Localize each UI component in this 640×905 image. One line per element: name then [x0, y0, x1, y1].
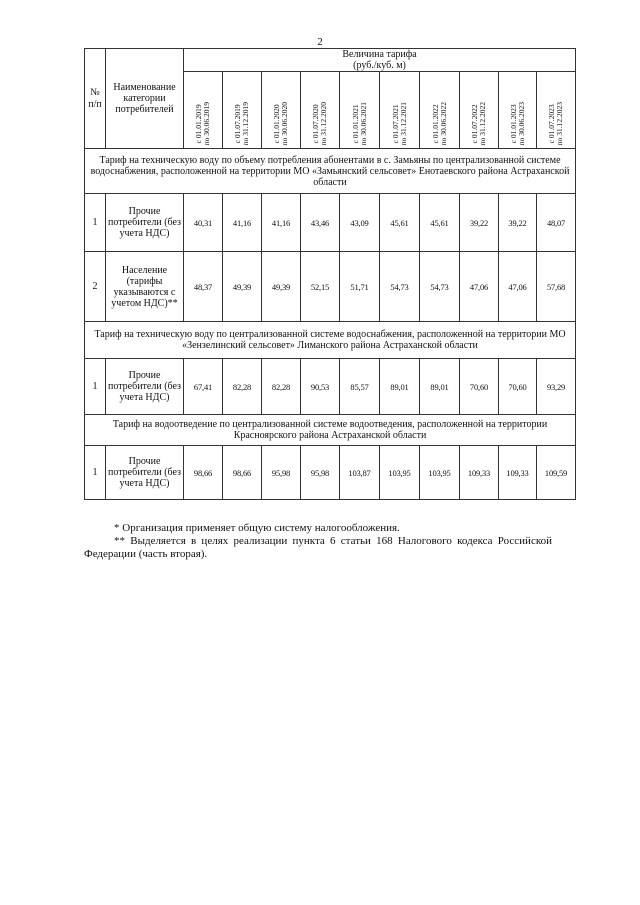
tariff-value: 49,39: [262, 252, 301, 322]
header-category: Наименование категории потребителей: [106, 49, 184, 149]
row-number: 2: [85, 252, 106, 322]
row-category: Прочие потребители (без учета НДС): [106, 446, 184, 500]
section-title: Тариф на техническую воду по централизованной системе водоснабжения, расположенной на территории МО «Зензелинский сельсовет» Лиманского района Астраханской области: [85, 322, 576, 359]
period-header: с 01.07.2019 по 31.12.2019: [223, 72, 262, 149]
tariff-table: [84, 48, 576, 500]
section-title: Тариф на водоотведение по централизованной системе водоотведения, расположенной на территории Красноярского района Астраханской области: [85, 415, 576, 446]
header-number: № п/п: [85, 49, 106, 149]
tariff-value: 57,68: [537, 252, 576, 322]
tariff-value: 89,01: [380, 359, 420, 415]
tariff-value: 45,61: [380, 194, 420, 252]
header-tariff: Величина тарифа (руб./куб. м): [184, 49, 576, 72]
tariff-value: 41,16: [262, 194, 301, 252]
period-header: с 01.07.2022 по 31.12.2022: [460, 72, 499, 149]
tariff-value: 41,16: [223, 194, 262, 252]
tariff-value: 43,46: [301, 194, 340, 252]
tariff-value: 48,37: [184, 252, 223, 322]
footnote-vat: ** Выделяется в целях реализации пункта 6 статьи 168 Налогового кодекса Российской Федерации (часть вторая).: [84, 535, 552, 560]
tariff-value: 103,95: [380, 446, 420, 500]
tariff-value: 103,87: [340, 446, 380, 500]
footnotes: [84, 522, 552, 561]
tariff-value: 103,95: [420, 446, 460, 500]
period-header: с 01.07.2020 по 31.12.2020: [301, 72, 340, 149]
tariff-value: 54,73: [420, 252, 460, 322]
row-category: Население (тарифы указываются с учетом НДС)**: [106, 252, 184, 322]
tariff-value: 47,06: [460, 252, 499, 322]
period-header: с 01.01.2023 по 30.06.2023: [499, 72, 537, 149]
tariff-value: 90,53: [301, 359, 340, 415]
tariff-value: 95,98: [262, 446, 301, 500]
tariff-value: 109,33: [499, 446, 537, 500]
section-title: Тариф на техническую воду по объему потребления абонентами в с. Замьяны по централизованной системе водоснабжения, расположенной на территории МО «Замьянский сельсовет» Енотаевского района Астраханской области: [85, 149, 576, 194]
tariff-value: 48,07: [537, 194, 576, 252]
tariff-value: 109,59: [537, 446, 576, 500]
tariff-value: 39,22: [499, 194, 537, 252]
footnote-tax-system: * Организация применяет общую систему налогообложения.: [114, 522, 400, 534]
table-row: [85, 446, 576, 500]
tariff-value: 54,73: [380, 252, 420, 322]
tariff-value: 85,57: [340, 359, 380, 415]
tariff-value: 43,09: [340, 194, 380, 252]
page-number: 2: [317, 36, 323, 48]
period-header: с 01.01.2021 по 30.06.2021: [340, 72, 380, 149]
row-category: Прочие потребители (без учета НДС): [106, 359, 184, 415]
row-number: 1: [85, 359, 106, 415]
period-header: с 01.01.2020 по 30.06.2020: [262, 72, 301, 149]
tariff-value: 70,60: [499, 359, 537, 415]
tariff-value: 49,39: [223, 252, 262, 322]
tariff-value: 52,15: [301, 252, 340, 322]
row-number: 1: [85, 194, 106, 252]
tariff-value: 51,71: [340, 252, 380, 322]
tariff-value: 82,28: [262, 359, 301, 415]
tariff-value: 93,29: [537, 359, 576, 415]
tariff-value: 47,06: [499, 252, 537, 322]
table-row: [85, 252, 576, 322]
row-number: 1: [85, 446, 106, 500]
tariff-value: 89,01: [420, 359, 460, 415]
period-header: с 01.01.2022 по 30.06.2022: [420, 72, 460, 149]
period-header: с 01.07.2023 по 31.12.2023: [537, 72, 576, 149]
table-row: [85, 194, 576, 252]
tariff-value: 109,33: [460, 446, 499, 500]
tariff-value: 39,22: [460, 194, 499, 252]
tariff-value: 40,31: [184, 194, 223, 252]
period-header: с 01.07.2021 по 31.12.2021: [380, 72, 420, 149]
tariff-value: 45,61: [420, 194, 460, 252]
tariff-value: 82,28: [223, 359, 262, 415]
tariff-value: 95,98: [301, 446, 340, 500]
row-category: Прочие потребители (без учета НДС): [106, 194, 184, 252]
tariff-value: 98,66: [184, 446, 223, 500]
tariff-value: 98,66: [223, 446, 262, 500]
table-row: [85, 359, 576, 415]
tariff-value: 70,60: [460, 359, 499, 415]
tariff-value: 67,41: [184, 359, 223, 415]
period-header: с 01.01.2019 по 30.06.2019: [184, 72, 223, 149]
